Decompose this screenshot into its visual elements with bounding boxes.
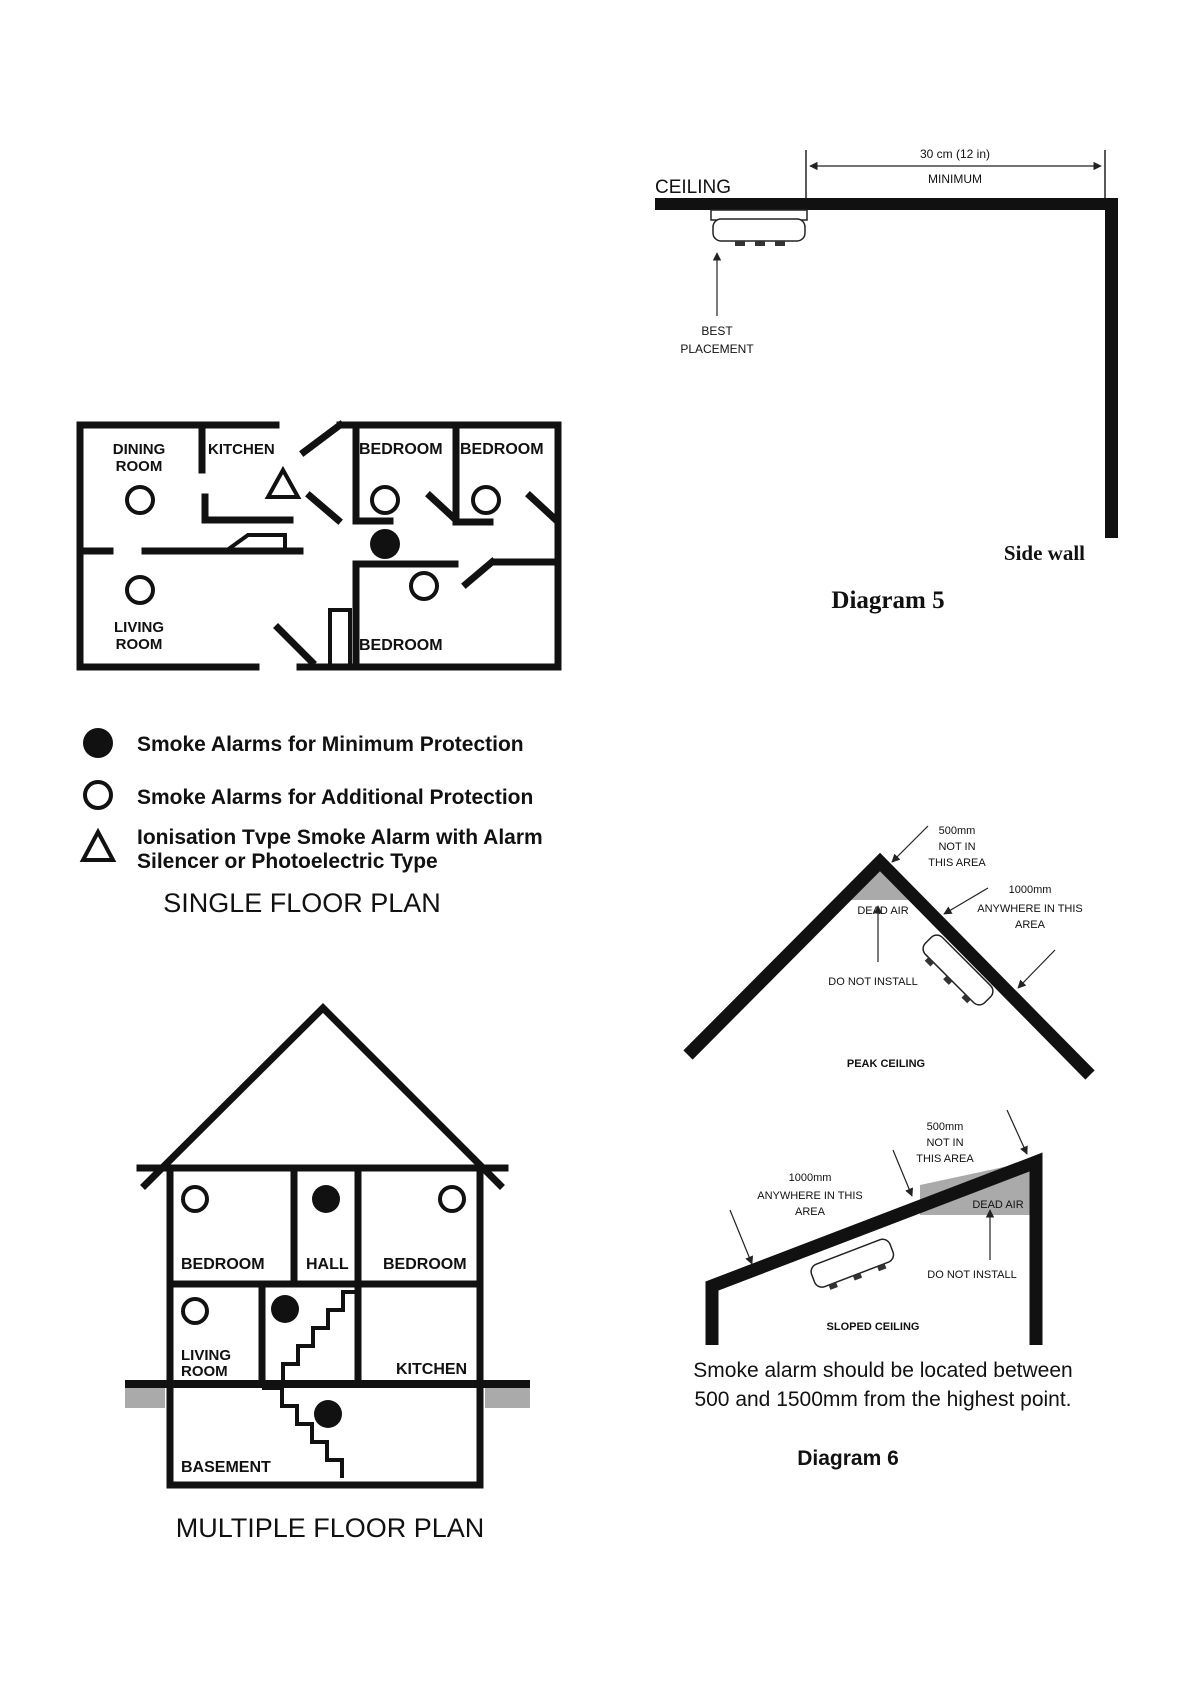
room-label-living-2: ROOM [181,1363,228,1380]
sloped-anywhere-label: 1000mm [788,1172,832,1184]
sloped-not-in-label-2: NOT IN [926,1137,964,1149]
legend-additional: Smoke Alarms for Additional Protection [137,786,534,809]
additional-alarm-icon [411,573,437,599]
legend-ionisation-1: Ionisation Tvpe Smoke Alarm with Alarm [137,826,543,849]
legend-minimum: Smoke Alarms for Minimum Protection [137,733,524,756]
best-placement-label: BEST [701,324,733,338]
additional-alarm-icon [372,487,398,513]
peak-not-in-label-3: THIS AREA [928,857,986,869]
dead-air-label: DEAD AIR [857,905,909,917]
sloped-not-in-label: 500mm [926,1121,964,1133]
diagram-6-sloped [712,1110,1036,1345]
single-floor-plan-title: SINGLE FLOOR PLAN [163,888,441,918]
peak-anywhere-label-2: ANYWHERE IN THIS [977,903,1083,915]
diagram-6-caption-2: 500 and 1500mm from the highest point. [694,1388,1072,1411]
additional-alarm-icon [85,782,111,808]
additional-alarm-icon [127,487,153,513]
room-label-living-2: ROOM [115,636,163,653]
multiple-floor-plan-title: MULTIPLE FLOOR PLAN [175,1513,485,1543]
dead-air-label: DEAD AIR [972,1199,1024,1211]
room-label-living: LIVING [181,1347,232,1364]
ceiling [655,198,1117,210]
dimension-label: 30 cm (12 in) [919,147,991,161]
peak-anywhere-label: 1000mm [1008,884,1052,896]
minimum-alarm-icon [312,1185,340,1213]
sloped-ceiling-label: SLOPED CEILING [826,1321,920,1333]
ionisation-alarm-icon [83,832,113,860]
best-placement-label-2: PLACEMENT [680,342,754,356]
diagram-6-peak [688,825,1090,1075]
room-label-bedroom-1: BEDROOM [359,441,443,458]
additional-alarm-icon [127,577,153,603]
smoke-detector-icon [711,210,807,246]
additional-alarm-icon [183,1299,207,1323]
room-label-dining-2: ROOM [115,458,163,475]
minimum-alarm-icon [83,728,113,758]
multiple-floor-plan [125,1008,530,1543]
ionisation-alarm-icon [268,470,298,497]
side-wall-label: Side wall [1003,541,1085,565]
peak-anywhere-label-3: AREA [1015,919,1045,931]
diagram-6-caption-1: Smoke alarm should be located between [693,1359,1073,1382]
diagram-5 [655,147,1118,614]
legend-ionisation-2: Silencer or Photoelectric Type [137,850,438,873]
minimum-alarm-icon [370,529,400,559]
additional-alarm-icon [183,1187,207,1211]
diagram-6-title: Diagram 6 [797,1447,899,1470]
minimum-alarm-icon [314,1400,342,1428]
peak-ceiling-label: PEAK CEILING [846,1058,926,1070]
room-label-bedroom-3: BEDROOM [359,637,443,654]
room-label-kitchen: KITCHEN [396,1361,468,1378]
room-label-bedroom-right: BEDROOM [383,1256,467,1273]
ceiling-label: CEILING [655,177,732,198]
room-label-bedroom-left: BEDROOM [181,1256,265,1273]
additional-alarm-icon [440,1187,464,1211]
room-label-bedroom-2: BEDROOM [460,441,544,458]
room-label-kitchen: KITCHEN [208,441,275,458]
sloped-do-not-install-label: DO NOT INSTALL [927,1269,1017,1281]
sloped-anywhere-label-3: AREA [795,1206,825,1218]
single-floor-plan [80,425,558,667]
room-label-living: LIVING [113,619,165,636]
sloped-anywhere-label-2: ANYWHERE IN THIS [757,1190,863,1202]
diagram-5-title: Diagram 5 [831,587,945,614]
peak-do-not-install-label: DO NOT INSTALL [828,976,918,988]
additional-alarm-icon [473,487,499,513]
room-label-basement: BASEMENT [181,1459,271,1476]
minimum-label: MINIMUM [928,172,982,186]
peak-not-in-label-2: NOT IN [938,841,976,853]
sloped-not-in-label-3: THIS AREA [916,1153,974,1165]
room-label-hall: HALL [306,1256,349,1273]
side-wall [1105,198,1118,538]
minimum-alarm-icon [271,1295,299,1323]
legend [83,728,543,918]
room-label-dining: DINING [112,441,166,458]
peak-not-in-label: 500mm [938,825,976,837]
